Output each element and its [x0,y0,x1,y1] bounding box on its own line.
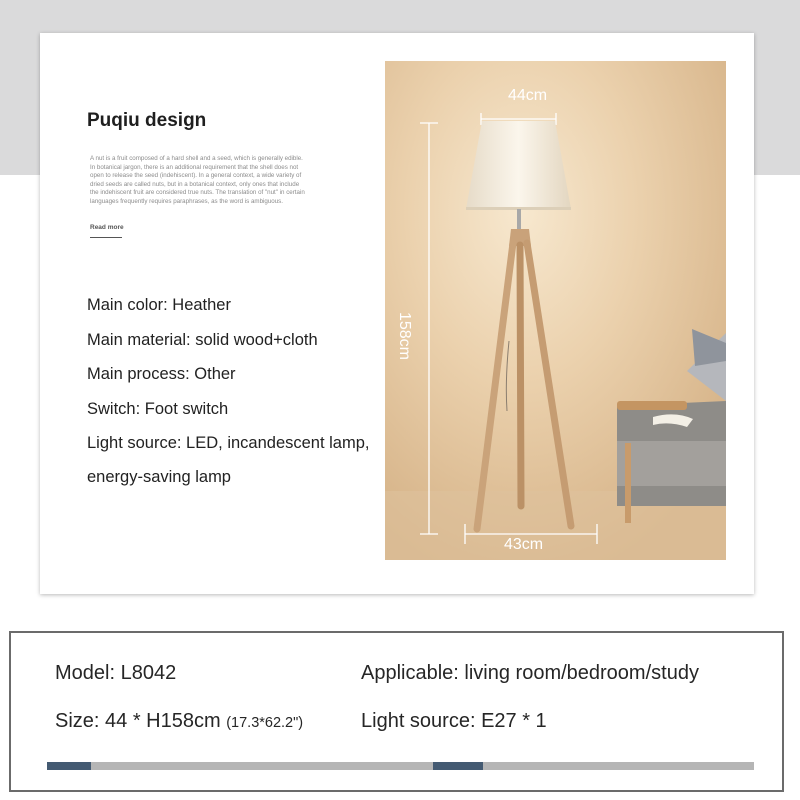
accent-bar-dark-left [47,762,91,770]
read-more-link[interactable]: Read more [90,224,124,231]
bulb-spec: Light source: E27 * 1 [361,710,547,732]
size-inches: (17.3*62.2") [226,715,304,731]
spec-main-material: Main material: solid wood+cloth [87,331,318,349]
spec-light-source-cont: energy-saving lamp [87,468,231,486]
description-blurb: A nut is a fruit composed of a hard shell and a seed, which is generally edible. In botanical jargon, there is an additional requirement that the shell does not open to release the seed (indehiscent). In a general context, a wide variety of dried seeds are called nuts, but in a botanical context, only ones that include the indehiscent fruit are considered true nuts. The translation of "nut" in certain languages frequently requires paraphrases, as the word is ambiguous. [90,155,305,205]
accent-bar-light-right [483,762,754,770]
spec-light-source: Light source: LED, incandescent lamp, [87,434,370,452]
design-title: Puqiu design [87,110,207,131]
shade-width-label: 44cm [508,87,548,104]
lamp-shade [466,121,571,209]
applicable-rooms: Applicable: living room/bedroom/study [361,662,699,684]
product-photo [385,61,726,560]
spec-main-color: Main color: Heather [87,296,231,314]
height-label: 158cm [396,311,413,361]
size-spec [55,710,303,733]
lamp-illustration [385,61,726,560]
size-main: Size: 44 * H158cm [55,710,221,732]
spec-main-process: Main process: Other [87,365,236,383]
spec-switch: Switch: Foot switch [87,400,229,418]
model-number: Model: L8042 [55,662,177,684]
lamp-leg-back [520,245,521,506]
accent-bar-light-left [91,762,433,770]
accent-bar-dark-right [433,762,483,770]
read-more-underline [90,237,122,238]
base-width-label: 43cm [504,536,544,553]
